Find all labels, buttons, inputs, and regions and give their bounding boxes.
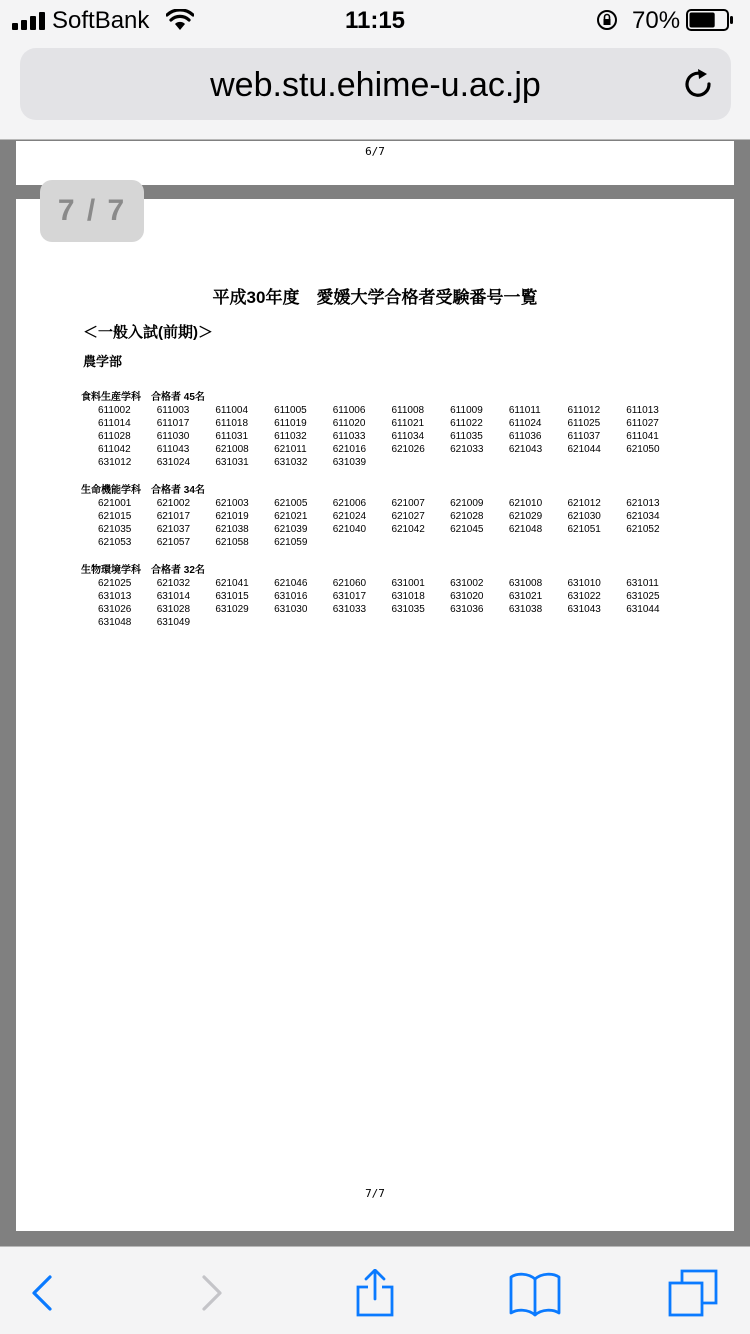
department-name: 食料生産学科 (81, 392, 141, 403)
reload-icon[interactable] (680, 66, 716, 102)
exam-number: 621028 (450, 511, 484, 522)
exam-number: 631048 (98, 617, 132, 628)
tabs-icon[interactable] (668, 1269, 718, 1317)
exam-number: 621034 (626, 511, 660, 522)
exam-number: 631025 (626, 591, 660, 602)
exam-number: 621010 (508, 498, 543, 509)
page-7-number: 7/7 (365, 1187, 385, 1200)
exam-number: 611042 (98, 444, 131, 455)
exam-number: 621037 (156, 524, 191, 535)
exam-number: 621027 (391, 511, 425, 522)
department-count: 合格者 32名 (151, 565, 205, 576)
back-icon[interactable] (18, 1269, 68, 1317)
exam-number: 621026 (391, 444, 425, 455)
exam-number: 631026 (98, 604, 132, 615)
document-title: 平成30年度 愛媛大学合格者受験番号一覧 (212, 288, 538, 307)
department-header (81, 484, 721, 497)
forward-icon[interactable] (186, 1269, 236, 1317)
exam-number: 631030 (274, 604, 308, 615)
document-page-7 (16, 199, 734, 1231)
exam-number: 621038 (215, 524, 249, 535)
exam-number: 621053 (98, 537, 132, 548)
page-indicator-badge: 7 / 7 (40, 180, 144, 242)
exam-number: 611025 (567, 418, 601, 429)
exam-number: 621060 (332, 578, 367, 589)
exam-number: 611037 (567, 431, 601, 442)
exam-number: 631020 (450, 591, 484, 602)
exam-number: 631017 (332, 591, 367, 602)
exam-number: 631035 (391, 604, 425, 615)
status-bar (0, 0, 750, 42)
exam-number: 621029 (508, 511, 543, 522)
exam-number: 621032 (156, 578, 191, 589)
exam-number-grid (98, 497, 721, 549)
department-section (81, 484, 721, 549)
exam-number: 621016 (332, 444, 367, 455)
exam-number: 631002 (450, 578, 484, 589)
department-count: 合格者 34名 (151, 485, 205, 496)
exam-number: 611008 (391, 405, 425, 416)
exam-number: 621040 (332, 524, 367, 535)
department-name: 生物環境学科 (81, 565, 141, 576)
exam-number: 611004 (215, 405, 249, 416)
browser-toolbar (0, 1246, 750, 1334)
exam-number: 631011 (626, 578, 659, 589)
exam-number: 621019 (215, 511, 249, 522)
exam-number: 631039 (332, 457, 367, 468)
department-header (81, 564, 721, 577)
exam-number: 611021 (391, 418, 425, 429)
exam-number: 631022 (567, 591, 601, 602)
exam-number: 611033 (332, 431, 366, 442)
exam-number: 611035 (450, 431, 483, 442)
exam-number: 611018 (215, 418, 249, 429)
exam-number: 611017 (156, 418, 190, 429)
exam-number: 621044 (567, 444, 601, 455)
exam-number: 611024 (508, 418, 542, 429)
exam-number: 631015 (215, 591, 249, 602)
exam-number: 631032 (274, 457, 308, 468)
exam-number: 631044 (626, 604, 660, 615)
exam-number: 631016 (274, 591, 308, 602)
exam-number: 611030 (156, 431, 190, 442)
exam-number: 621025 (98, 578, 132, 589)
exam-number: 621017 (156, 511, 191, 522)
exam-type-heading: ＜一般入試(前期)＞ (83, 324, 213, 341)
exam-number: 631024 (156, 457, 191, 468)
exam-number: 631033 (332, 604, 367, 615)
exam-number: 621021 (274, 511, 308, 522)
exam-number: 611005 (274, 405, 307, 416)
exam-number: 631038 (508, 604, 543, 615)
exam-number: 611031 (215, 431, 249, 442)
department-section (81, 564, 721, 629)
exam-number: 621059 (274, 537, 308, 548)
share-icon[interactable] (350, 1269, 400, 1317)
exam-number: 631049 (156, 617, 191, 628)
exam-number: 621007 (391, 498, 425, 509)
exam-number: 621046 (274, 578, 308, 589)
exam-number: 611014 (98, 418, 131, 429)
status-time: 11:15 (344, 7, 406, 34)
faculty-heading: 農学部 (83, 354, 123, 369)
exam-number: 621005 (274, 498, 308, 509)
exam-number: 621051 (567, 524, 601, 535)
exam-number: 621042 (391, 524, 425, 535)
exam-number: 621003 (215, 498, 249, 509)
exam-number-grid (98, 577, 721, 629)
address-bar[interactable] (20, 48, 731, 120)
exam-number-grid (98, 404, 721, 469)
exam-number: 611027 (626, 418, 659, 429)
page-6-number: 6/7 (365, 145, 385, 158)
exam-number: 611020 (332, 418, 366, 429)
exam-number: 611028 (98, 431, 131, 442)
exam-number: 611019 (274, 418, 307, 429)
department-name: 生命機能学科 (81, 485, 141, 496)
exam-number: 611032 (274, 431, 307, 442)
exam-number: 621008 (215, 444, 249, 455)
rotation-lock-icon (596, 9, 618, 31)
exam-number: 631043 (567, 604, 601, 615)
department-section (81, 391, 721, 469)
exam-number: 631001 (391, 578, 425, 589)
battery-icon (686, 9, 734, 31)
exam-number: 611012 (567, 405, 601, 416)
exam-number: 611022 (450, 418, 483, 429)
document-page-6 (16, 141, 734, 185)
exam-number: 621052 (626, 524, 660, 535)
exam-number: 631012 (98, 457, 132, 468)
exam-number: 621013 (626, 498, 660, 509)
exam-number: 621039 (274, 524, 308, 535)
exam-number: 631014 (156, 591, 191, 602)
exam-number: 621006 (332, 498, 367, 509)
exam-number: 631018 (391, 591, 425, 602)
exam-number: 621035 (98, 524, 132, 535)
exam-number: 631021 (508, 591, 543, 602)
bookmarks-icon[interactable] (508, 1269, 562, 1317)
exam-number: 621048 (508, 524, 543, 535)
exam-number: 621001 (98, 498, 132, 509)
exam-number: 631010 (567, 578, 601, 589)
department-header (81, 391, 721, 404)
url-text[interactable]: web.stu.ehime-u.ac.jp (210, 66, 541, 104)
battery-percent: 70% (632, 7, 681, 34)
exam-number: 611011 (508, 405, 541, 416)
exam-number: 611003 (156, 405, 190, 416)
department-count: 合格者 45名 (151, 392, 205, 403)
exam-number: 611013 (626, 405, 659, 416)
exam-number: 621024 (332, 511, 367, 522)
browser-top-bar (0, 0, 750, 140)
exam-number: 611006 (332, 405, 366, 416)
exam-number: 621015 (98, 511, 132, 522)
exam-number: 631036 (450, 604, 484, 615)
exam-number: 631008 (508, 578, 543, 589)
exam-number: 621009 (450, 498, 484, 509)
exam-number: 621057 (156, 537, 191, 548)
exam-number: 621033 (450, 444, 484, 455)
exam-number: 621050 (626, 444, 660, 455)
exam-number: 621030 (567, 511, 601, 522)
exam-number: 621041 (215, 578, 249, 589)
exam-number: 621011 (274, 444, 307, 455)
exam-number: 621012 (567, 498, 601, 509)
carrier-name: SoftBank (52, 7, 150, 34)
exam-number: 631031 (215, 457, 249, 468)
exam-number: 631013 (98, 591, 132, 602)
exam-number: 621045 (450, 524, 484, 535)
exam-number: 611009 (450, 405, 483, 416)
exam-number: 611002 (98, 405, 131, 416)
exam-number: 611034 (391, 431, 425, 442)
exam-number: 611043 (156, 444, 190, 455)
exam-number: 611036 (508, 431, 542, 442)
exam-number: 631028 (156, 604, 191, 615)
exam-number: 611041 (626, 431, 659, 442)
exam-number: 621002 (156, 498, 191, 509)
exam-number: 621043 (508, 444, 543, 455)
exam-number: 631029 (215, 604, 249, 615)
exam-number: 621058 (215, 537, 249, 548)
